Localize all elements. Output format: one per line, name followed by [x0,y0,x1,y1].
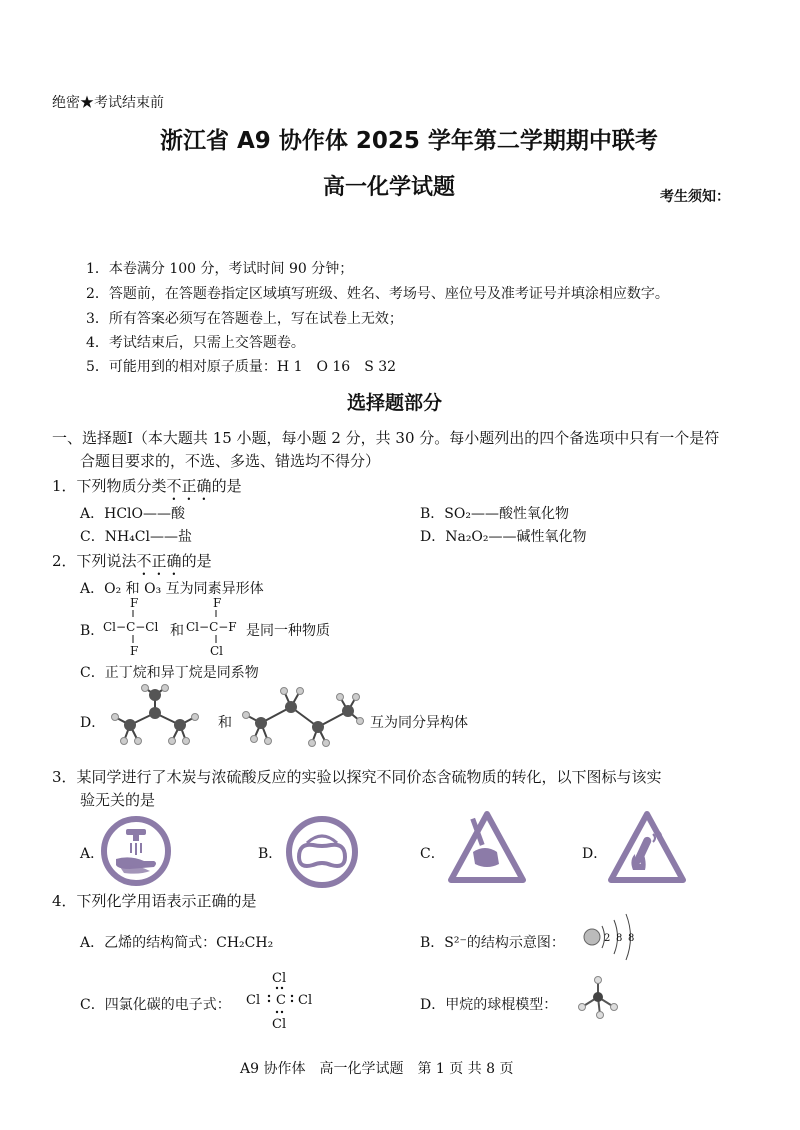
section-title: 选择题部分 [347,392,443,414]
methane-ball-stick-icon [576,975,622,1021]
page-footer: A9 协作体 高一化学试题 第 1 页 共 8 页 [240,1061,514,1077]
svg-text:8: 8 [628,933,635,944]
question-1-stem: 1．下列物质分类不正确的是 [52,477,242,495]
secret-label: 绝密★考试结束前 [52,95,164,111]
question-3-line2: 验无关的是 [80,791,156,809]
svg-text:Cl−C−Cl: Cl−C−Cl [103,620,159,634]
emphasis-text: 不正确 [136,552,182,570]
emphasis-text: 不正确 [166,477,212,495]
sharp-object-warning-icon [445,808,529,888]
q3-option-d-label: D． [582,846,608,862]
q2-option-b-text: 是同一种物质 [246,623,330,639]
q3-option-c-label: C． [420,846,445,862]
goggles-icon [285,815,359,889]
svg-text:F: F [130,596,139,610]
notice-label: 考生须知： [660,189,730,205]
question-3-line1: 3．某同学进行了木炭与浓硫酸反应的实验以探究不同价态含硫物质的转化，以下图标与该实 [52,768,662,786]
exam-title: 浙江省 A9 协作体 2025 学年第二学期期中联考 [160,128,658,154]
carbon-tetrachloride-electron-formula [244,968,318,1032]
question-2-stem: 2．下列说法不正确的是 [52,552,212,570]
q1-option-c: C．NH₄Cl——盐 [80,529,192,545]
notice-item: 3．所有答案必须写在答题卷上，写在试卷上无效； [86,311,403,327]
q2-option-d-and: 和 [218,715,232,731]
q3-option-b-label: B． [258,846,283,862]
part-instructions-line1: 一、选择题Ⅰ（本大题共 15 小题，每小题 2 分，共 30 分。每小题列出的四个备选项中只有一个是符 [52,429,720,447]
q2-option-d-label: D． [80,715,106,731]
q1-option-a: A．HClO——酸 [80,506,185,522]
q2-option-a: A．O₂ 和 O₃ 互为同素异形体 [80,581,264,597]
q4-option-d-label: D．甲烷的球棍模型： [420,997,558,1013]
q4-option-c-label: C．四氯化碳的电子式： [80,997,231,1013]
svg-text:Cl−C−F: Cl−C−F [186,620,237,634]
q4-option-a: A．乙烯的结构简式：CH₂CH₂ [80,935,274,951]
isobutane-ball-stick-icon [100,683,210,753]
svg-text:Cl: Cl [298,993,313,1008]
exam-subtitle: 高一化学试题 [323,175,456,200]
sulfide-ion-structure-diagram [580,912,644,962]
svg-text:2: 2 [604,933,611,944]
svg-text:Cl: Cl [210,644,224,658]
svg-text:C: C [276,993,286,1008]
hand-washing-icon [100,815,172,887]
part-instructions-line2: 合题目要求的，不选、多选、错选均不得分） [80,452,381,470]
q1-option-b: B．SO₂——酸性氧化物 [420,506,569,522]
svg-text:F: F [130,644,139,658]
notice-item: 1．本卷满分 100 分，考试时间 90 分钟； [86,261,354,277]
q2-option-d-text: 互为同分异构体 [370,715,468,731]
svg-text:F: F [213,596,222,610]
heating-warning-icon [605,808,689,888]
q3-option-a-label: A． [80,846,105,862]
notice-item: 4．考试结束后，只需上交答题卷。 [86,335,305,351]
q1-option-d: D．Na₂O₂——碱性氧化物 [420,529,587,545]
q4-option-b-label: B．S²⁻的结构示意图： [420,935,565,951]
q2-option-b-and: 和 [170,623,184,639]
butane-ball-stick-icon [236,683,366,753]
svg-text:8: 8 [616,933,623,944]
svg-text:Cl: Cl [272,971,287,986]
notice-item: 5．可能用到的相对原子质量：H 1 O 16 S 32 [86,359,397,375]
svg-text:Cl: Cl [246,993,261,1008]
q2-option-c: C．正丁烷和异丁烷是同系物 [80,665,259,681]
notice-item: 2．答题前，在答题卷指定区域填写班级、姓名、考场号、座位号及准考证号并填涂相应数字。 [86,286,669,302]
question-4-stem: 4．下列化学用语表示正确的是 [52,892,257,910]
q2-option-b-label: B． [80,623,105,639]
svg-text:Cl: Cl [272,1017,287,1032]
